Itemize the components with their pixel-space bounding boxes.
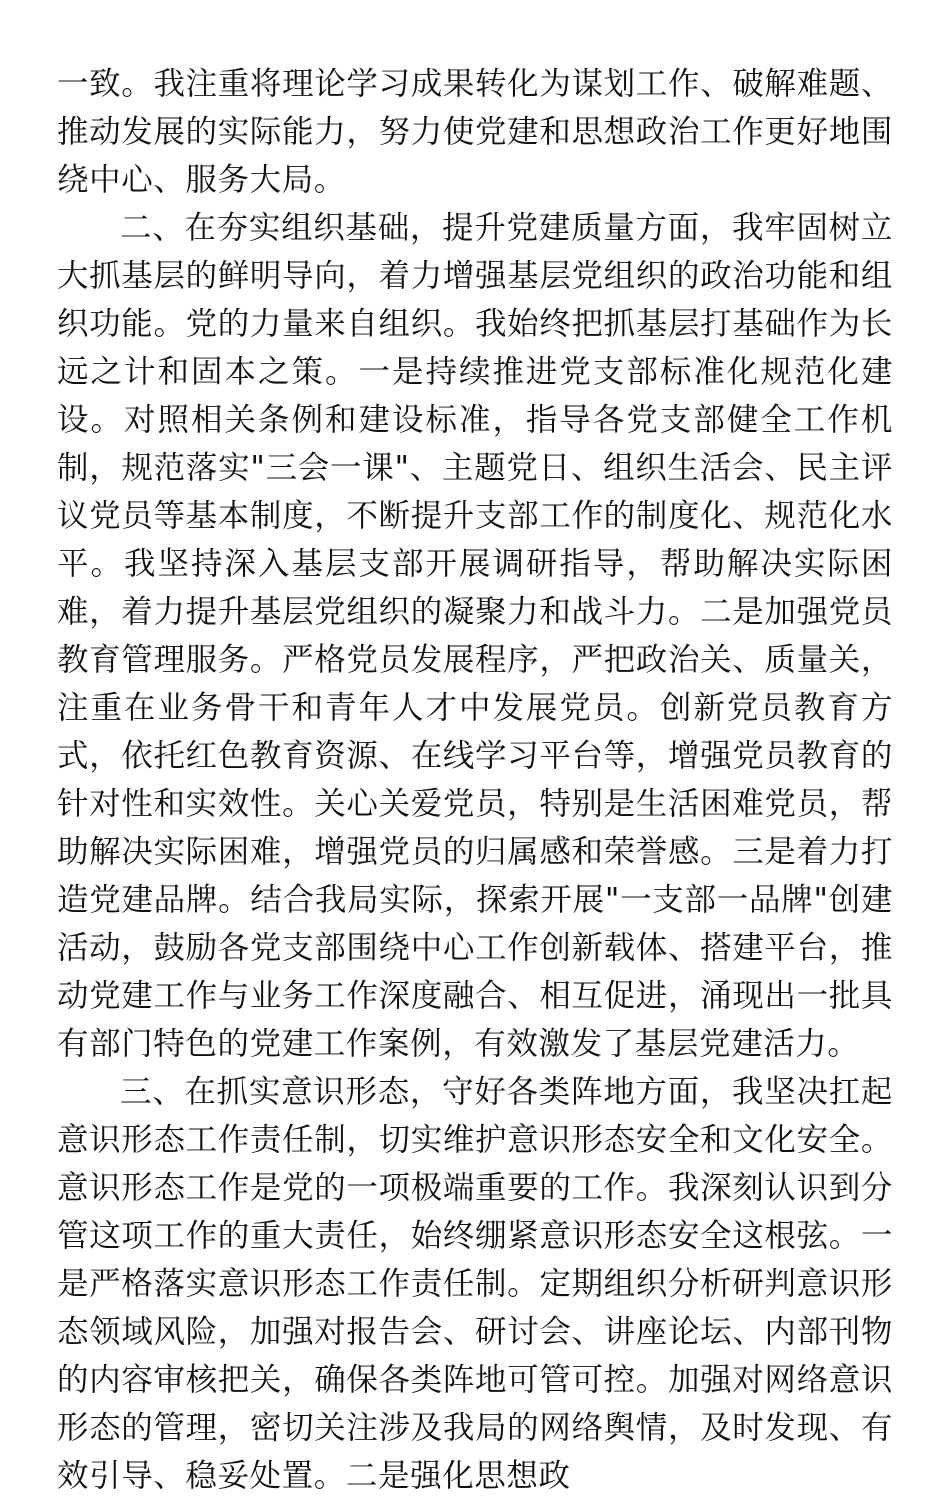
paragraph-continued-section-one: 一致。我注重将理论学习成果转化为谋划工作、破解难题、推动发展的实际能力，努力使党建和思想政治工作更好地围绕中心、服务大局。 — [57, 66, 893, 198]
document-text-body — [57, 60, 893, 1500]
paragraph-section-three: 三、在抓实意识形态，守好各类阵地方面，我坚决扛起意识形态工作责任制，切实维护意识形态安全和文化安全。意识形态工作是党的一项极端重要的工作。我深刻认识到分管这项工作的重大责任，始终绷紧意识形态安全这根弦。一是严格落实意识形态工作责任制。定期组织分析研判意识形态领域风险，加强对报告会、研讨会、讲座论坛、内部刊物的内容审核把关，确保各类阵地可管可控。加强对网络意识形态的管理，密切关注涉及我局的网络舆情，及时发现、有效引导、稳妥处置。二是强化思想政 — [57, 1074, 893, 1494]
paragraph-section-two: 二、在夯实组织基础，提升党建质量方面，我牢固树立大抓基层的鲜明导向，着力增强基层党组织的政治功能和组织功能。党的力量来自组织。我始终把抓基层打基础作为长远之计和固本之策。一是持续推进党支部标准化规范化建设。对照相关条例和建设标准，指导各党支部健全工作机制，规范落实"三会一课"、主题党日、组织生活会、民主评议党员等基本制度，不断提升支部工作的制度化、规范化水平。我坚持深入基层支部开展调研指导，帮助解决实际困难，着力提升基层党组织的凝聚力和战斗力。二是加强党员教育管理服务。严格党员发展程序，严把政治关、质量关，注重在业务骨干和青年人才中发展党员。创新党员教育方式，依托红色教育资源、在线学习平台等，增强党员教育的针对性和实效性。关心关爱党员，特别是生活困难党员，帮助解决实际困难，增强党员的归属感和荣誉感。三是着力打造党建品牌。结合我局实际，探索开展"一支部一品牌"创建活动，鼓励各党支部围绕中心工作创新载体、搭建平台，推动党建工作与业务工作深度融合、相互促进，涌现出一批具有部门特色的党建工作案例，有效激发了基层党建活力。 — [57, 210, 893, 1062]
